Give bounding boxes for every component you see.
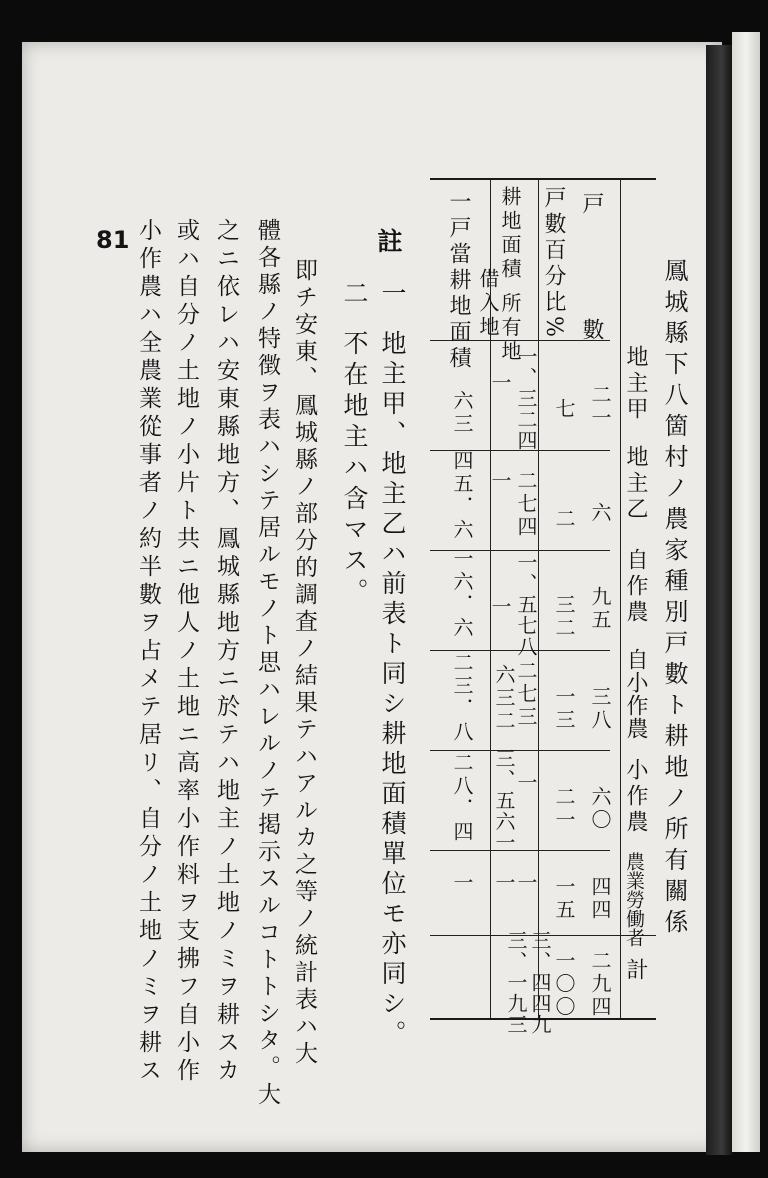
cell-percent-tenant: 二一 xyxy=(552,786,576,832)
cell-owned-total: 三、四四九 xyxy=(528,930,552,1035)
cell-per-household-landlord-a: 六三 xyxy=(450,390,474,436)
cell-households-total: 二九四 xyxy=(588,950,612,1019)
cell-owned-landlord-b: 二七四 xyxy=(514,470,538,539)
header-total: 計 xyxy=(623,958,648,984)
header-tenant: 小作農 xyxy=(623,758,648,836)
note-1-number: 一 xyxy=(378,280,407,311)
cell-leased-landlord-a: 一 xyxy=(488,372,512,395)
cell-leased-landlord-b: 一 xyxy=(488,470,512,493)
cell-per-household-laborer: 一 xyxy=(450,872,474,895)
cell-per-household-tenant: 二八．四 xyxy=(450,752,474,844)
cell-households-owner: 九五 xyxy=(588,586,612,632)
cell-leased-tenant: 三、五六一 xyxy=(492,748,516,853)
header-part-owner: 自小作農 xyxy=(623,648,648,740)
cell-households-landlord-b: 六 xyxy=(588,502,612,525)
col-divider xyxy=(620,180,621,1018)
cell-leased-part-owner: 六三二 xyxy=(492,664,516,733)
cell-percent-laborer: 一五 xyxy=(552,876,576,922)
cell-owned-owner: 一、五七八 xyxy=(514,552,538,657)
header-landlord-a: 地主甲 xyxy=(623,345,648,423)
row-header-percent: 戸數百分比% xyxy=(541,186,566,341)
page-number: 81 xyxy=(96,226,130,254)
cell-per-household-part-owner: 二三．八 xyxy=(450,652,474,744)
cell-owned-laborer: 一 xyxy=(514,872,538,895)
header-laborer: 農業勞働者 xyxy=(623,852,645,947)
header-owner-farmer: 自作農 xyxy=(623,548,648,626)
cell-percent-part-owner: 一三 xyxy=(552,686,576,732)
notes-heading: 註 xyxy=(374,228,403,259)
cell-percent-owner: 三二 xyxy=(552,594,576,640)
row-divider xyxy=(430,850,610,851)
cell-percent-landlord-b: 二 xyxy=(552,508,576,531)
body-line-1: 即チ安東、鳳城縣ノ部分的調査ノ結果テハアルカ之等ノ統計表ハ大 xyxy=(291,258,317,1068)
cell-percent-landlord-a: 七 xyxy=(552,398,576,421)
table-title: 鳳城縣下八箇村ノ農家種別戸數ト耕地ノ所有關係 xyxy=(660,258,688,940)
cell-leased-laborer: 一 xyxy=(492,872,516,895)
row-header-households: 戸 數 xyxy=(579,192,604,360)
cell-households-landlord-a: 二一 xyxy=(588,384,612,430)
header-landlord-b: 地主乙 xyxy=(623,445,648,523)
cell-households-laborer: 四四 xyxy=(588,876,612,922)
row-header-per-household: 一戸當耕地面積 xyxy=(446,190,471,372)
cell-per-household-owner: 一六．六 xyxy=(450,548,474,640)
body-line-5: 小作農ハ全農業從事者ノ約半數ヲ占メテ居リ、自分ノ土地ノミヲ耕ス xyxy=(135,218,161,1086)
note-2-text: 不在地主ハ含マス。 xyxy=(340,330,369,609)
book-spine xyxy=(706,45,732,1155)
body-line-3: 之ニ依レハ安東縣地方、鳳城縣地方ニ於テハ地主ノ土地ノミヲ耕スカ xyxy=(213,218,239,1086)
row-header-owned: 耕地面積 所有地 xyxy=(498,186,522,365)
row-divider xyxy=(430,750,610,751)
cell-leased-owner: 一 xyxy=(488,596,512,619)
cell-owned-landlord-a: 一、三二四 xyxy=(514,346,538,451)
note-2-number: 二 xyxy=(340,280,369,311)
cell-owned-tenant: 一 xyxy=(514,772,538,795)
cell-percent-total: 一〇〇 xyxy=(552,950,576,1019)
cell-owned-part-owner: 二七三 xyxy=(514,660,538,729)
row-header-leased: 借入地 xyxy=(476,268,500,340)
cell-households-part-owner: 三八 xyxy=(588,686,612,732)
body-line-2: 體各縣ノ特徴ヲ表ハシテ居ルモノト思ハレルノテ掲示スルコトトシタ。大 xyxy=(254,218,280,1109)
col-divider xyxy=(538,180,539,1018)
note-1-text: 地主甲、地主乙ハ前表ト同シ耕地面積單位モ亦同シ。 xyxy=(378,330,407,1050)
cell-households-tenant: 六〇 xyxy=(588,786,612,832)
body-line-4: 或ハ自分ノ土地ノ小片ト共ニ他人ノ土地ニ高率小作料ヲ支拂フ自小作 xyxy=(173,218,199,1086)
cell-per-household-landlord-b: 四五．六 xyxy=(450,450,474,542)
page-edge xyxy=(732,32,760,1152)
cell-leased-total: 三、一九三 xyxy=(504,930,528,1035)
